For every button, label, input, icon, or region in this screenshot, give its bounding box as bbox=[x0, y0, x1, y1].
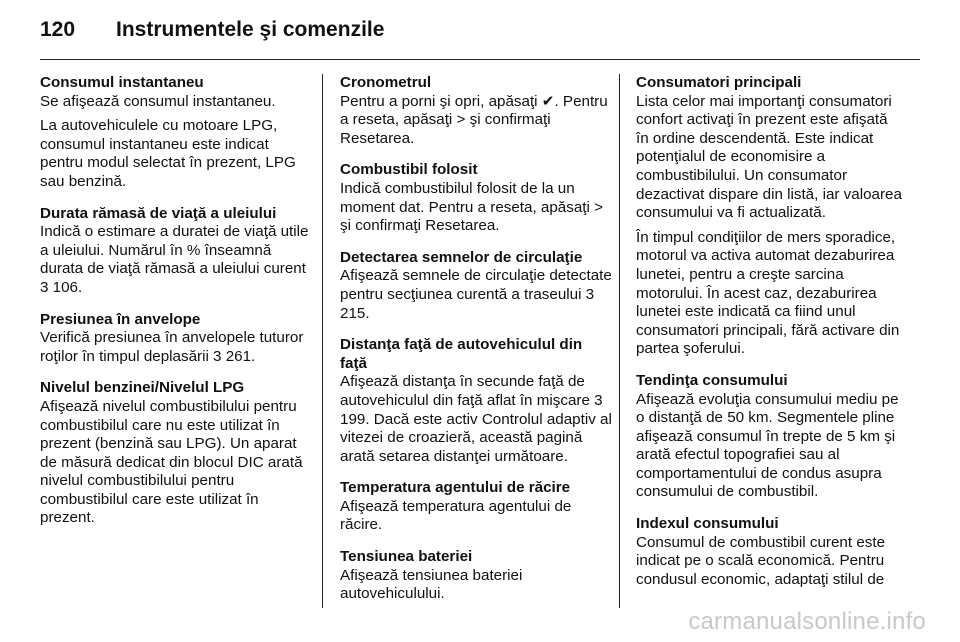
section-combustibil-folosit bbox=[340, 161, 612, 235]
section-distanta-fata bbox=[340, 336, 612, 466]
section-paragraph: Verifică presiunea în anvelopele tuturor roţilor în timpul deplasării 3 261. bbox=[40, 329, 304, 365]
section-paragraph: Se afişează consumul instantaneu. bbox=[40, 92, 276, 110]
section-paragraph: Afişează tensiunea bateriei autovehiculului. bbox=[340, 566, 523, 603]
section-heading: Durata rămasă de viaţă a uleiului bbox=[40, 204, 277, 222]
section-paragraph: În timpul condiţiilor de mers sporadice, motorul va activa automat dezaburirea lunetei, pentru a creşte sarcina motorului. În acest caz, dezaburirea lunetei este indicată ca fiind unul consumatori principali, fără activare din partea şoferului. bbox=[636, 228, 900, 358]
section-paragraph: Afişează evoluţia consumului mediu pe o distanţă de 50 km. Segmentele pline afişează consumul în trepte de 5 km şi arată efectul topografiei sau al comportamentului de condus asupra consumului de combustibil. bbox=[636, 390, 899, 501]
section-paragraph: Afişează temperatura agentului de răcire. bbox=[340, 497, 572, 534]
header-rule bbox=[40, 59, 920, 60]
section-heading: Distanţa faţă de autovehiculul din faţă bbox=[340, 336, 583, 372]
section-indexul-consumului bbox=[636, 515, 904, 589]
section-heading: Tensiunea bateriei bbox=[340, 548, 473, 566]
section-tendinta-consumului bbox=[636, 372, 904, 502]
page-number: 120 bbox=[40, 18, 76, 41]
section-paragraph: Pentru a porni şi opri, apăsaţi ✔. Pentru a reseta, apăsaţi > şi confirmaţi Resetarea. bbox=[340, 92, 608, 147]
section-heading: Detectarea semnelor de circulaţie bbox=[340, 248, 583, 266]
section-paragraph: Indică o estimare a duratei de viaţă utile a uleiului. Numărul în % înseamnă durata de viaţă rămasă a uleiului curent 3 106. bbox=[40, 223, 309, 296]
watermark: carmanualsonline.info bbox=[688, 608, 926, 635]
column-1 bbox=[40, 74, 310, 541]
section-heading: Combustibil folosit bbox=[340, 161, 478, 179]
section-heading: Consumul instantaneu bbox=[40, 74, 204, 91]
section-paragraph: Afişează semnele de circulaţie detectate pentru secţiunea curentă a traseului 3 215. bbox=[340, 267, 612, 322]
section-paragraph: Afişează distanţa în secunde faţă de autovehiculul din faţă aflat în mişcare 3 199. Dacă este activ Controlul adaptiv al vitezei de croazieră, această pagină arată setarea distanţei următoare. bbox=[340, 373, 612, 465]
section-heading: Consumatori principali bbox=[636, 74, 802, 91]
column-divider-2 bbox=[619, 74, 620, 608]
section-paragraph: Indică combustibilul folosit de la un moment dat. Pentru a reseta, apăsaţi > şi confirmaţi Resetarea. bbox=[340, 179, 603, 235]
section-detectarea-semnelor bbox=[340, 249, 612, 323]
section-paragraph: Consumul de combustibil curent este indicat pe o scală economică. Pentru condusul economic, adaptaţi stilul de bbox=[636, 533, 886, 588]
section-heading: Temperatura agentului de răcire bbox=[340, 479, 571, 497]
section-heading: Nivelul benzinei/Nivelul LPG bbox=[40, 379, 245, 397]
section-paragraph: Afişează nivelul combustibilului pentru combustibilul care nu este utilizat în prezent (benzină sau LPG). Un aparat de măsură dedicat din blocul DIC arată nivelul combustibilului pentru combustibilul care este utilizat în prezent. bbox=[40, 397, 303, 527]
column-3 bbox=[636, 74, 904, 602]
page-header bbox=[40, 18, 384, 52]
section-cronometrul bbox=[340, 74, 612, 148]
section-heading: Cronometrul bbox=[340, 74, 432, 91]
section-tensiunea-bateriei bbox=[340, 548, 612, 604]
section-temperatura-racire bbox=[340, 479, 612, 535]
section-consumatori-principali bbox=[636, 74, 904, 359]
section-presiunea-anvelope bbox=[40, 311, 310, 367]
section-heading: Tendinţa consumului bbox=[636, 371, 788, 389]
section-heading: Indexul consumului bbox=[636, 515, 779, 533]
section-nivelul-benzinei bbox=[40, 379, 310, 528]
section-durata-ulei bbox=[40, 205, 310, 298]
section-consumul-instantaneu bbox=[40, 74, 310, 192]
page-title: Instrumentele şi comenzile bbox=[116, 18, 385, 41]
section-heading: Presiunea în anvelope bbox=[40, 310, 201, 328]
section-paragraph: La autovehiculele cu motoare LPG, consumul instantaneu este indicat pentru modul selectat în prezent, LPG sau benzină. bbox=[40, 117, 296, 190]
column-2 bbox=[340, 74, 612, 617]
column-divider-1 bbox=[322, 74, 323, 608]
section-paragraph: Lista celor mai importanţi consumatori confort activaţi în prezent este afişată în ordine descendentă. Este indicat potenţialul de economisire a combustibilului. Un consumator dezactivat dispare din listă, iar valoarea consumului va fi actualizată. bbox=[636, 92, 902, 222]
